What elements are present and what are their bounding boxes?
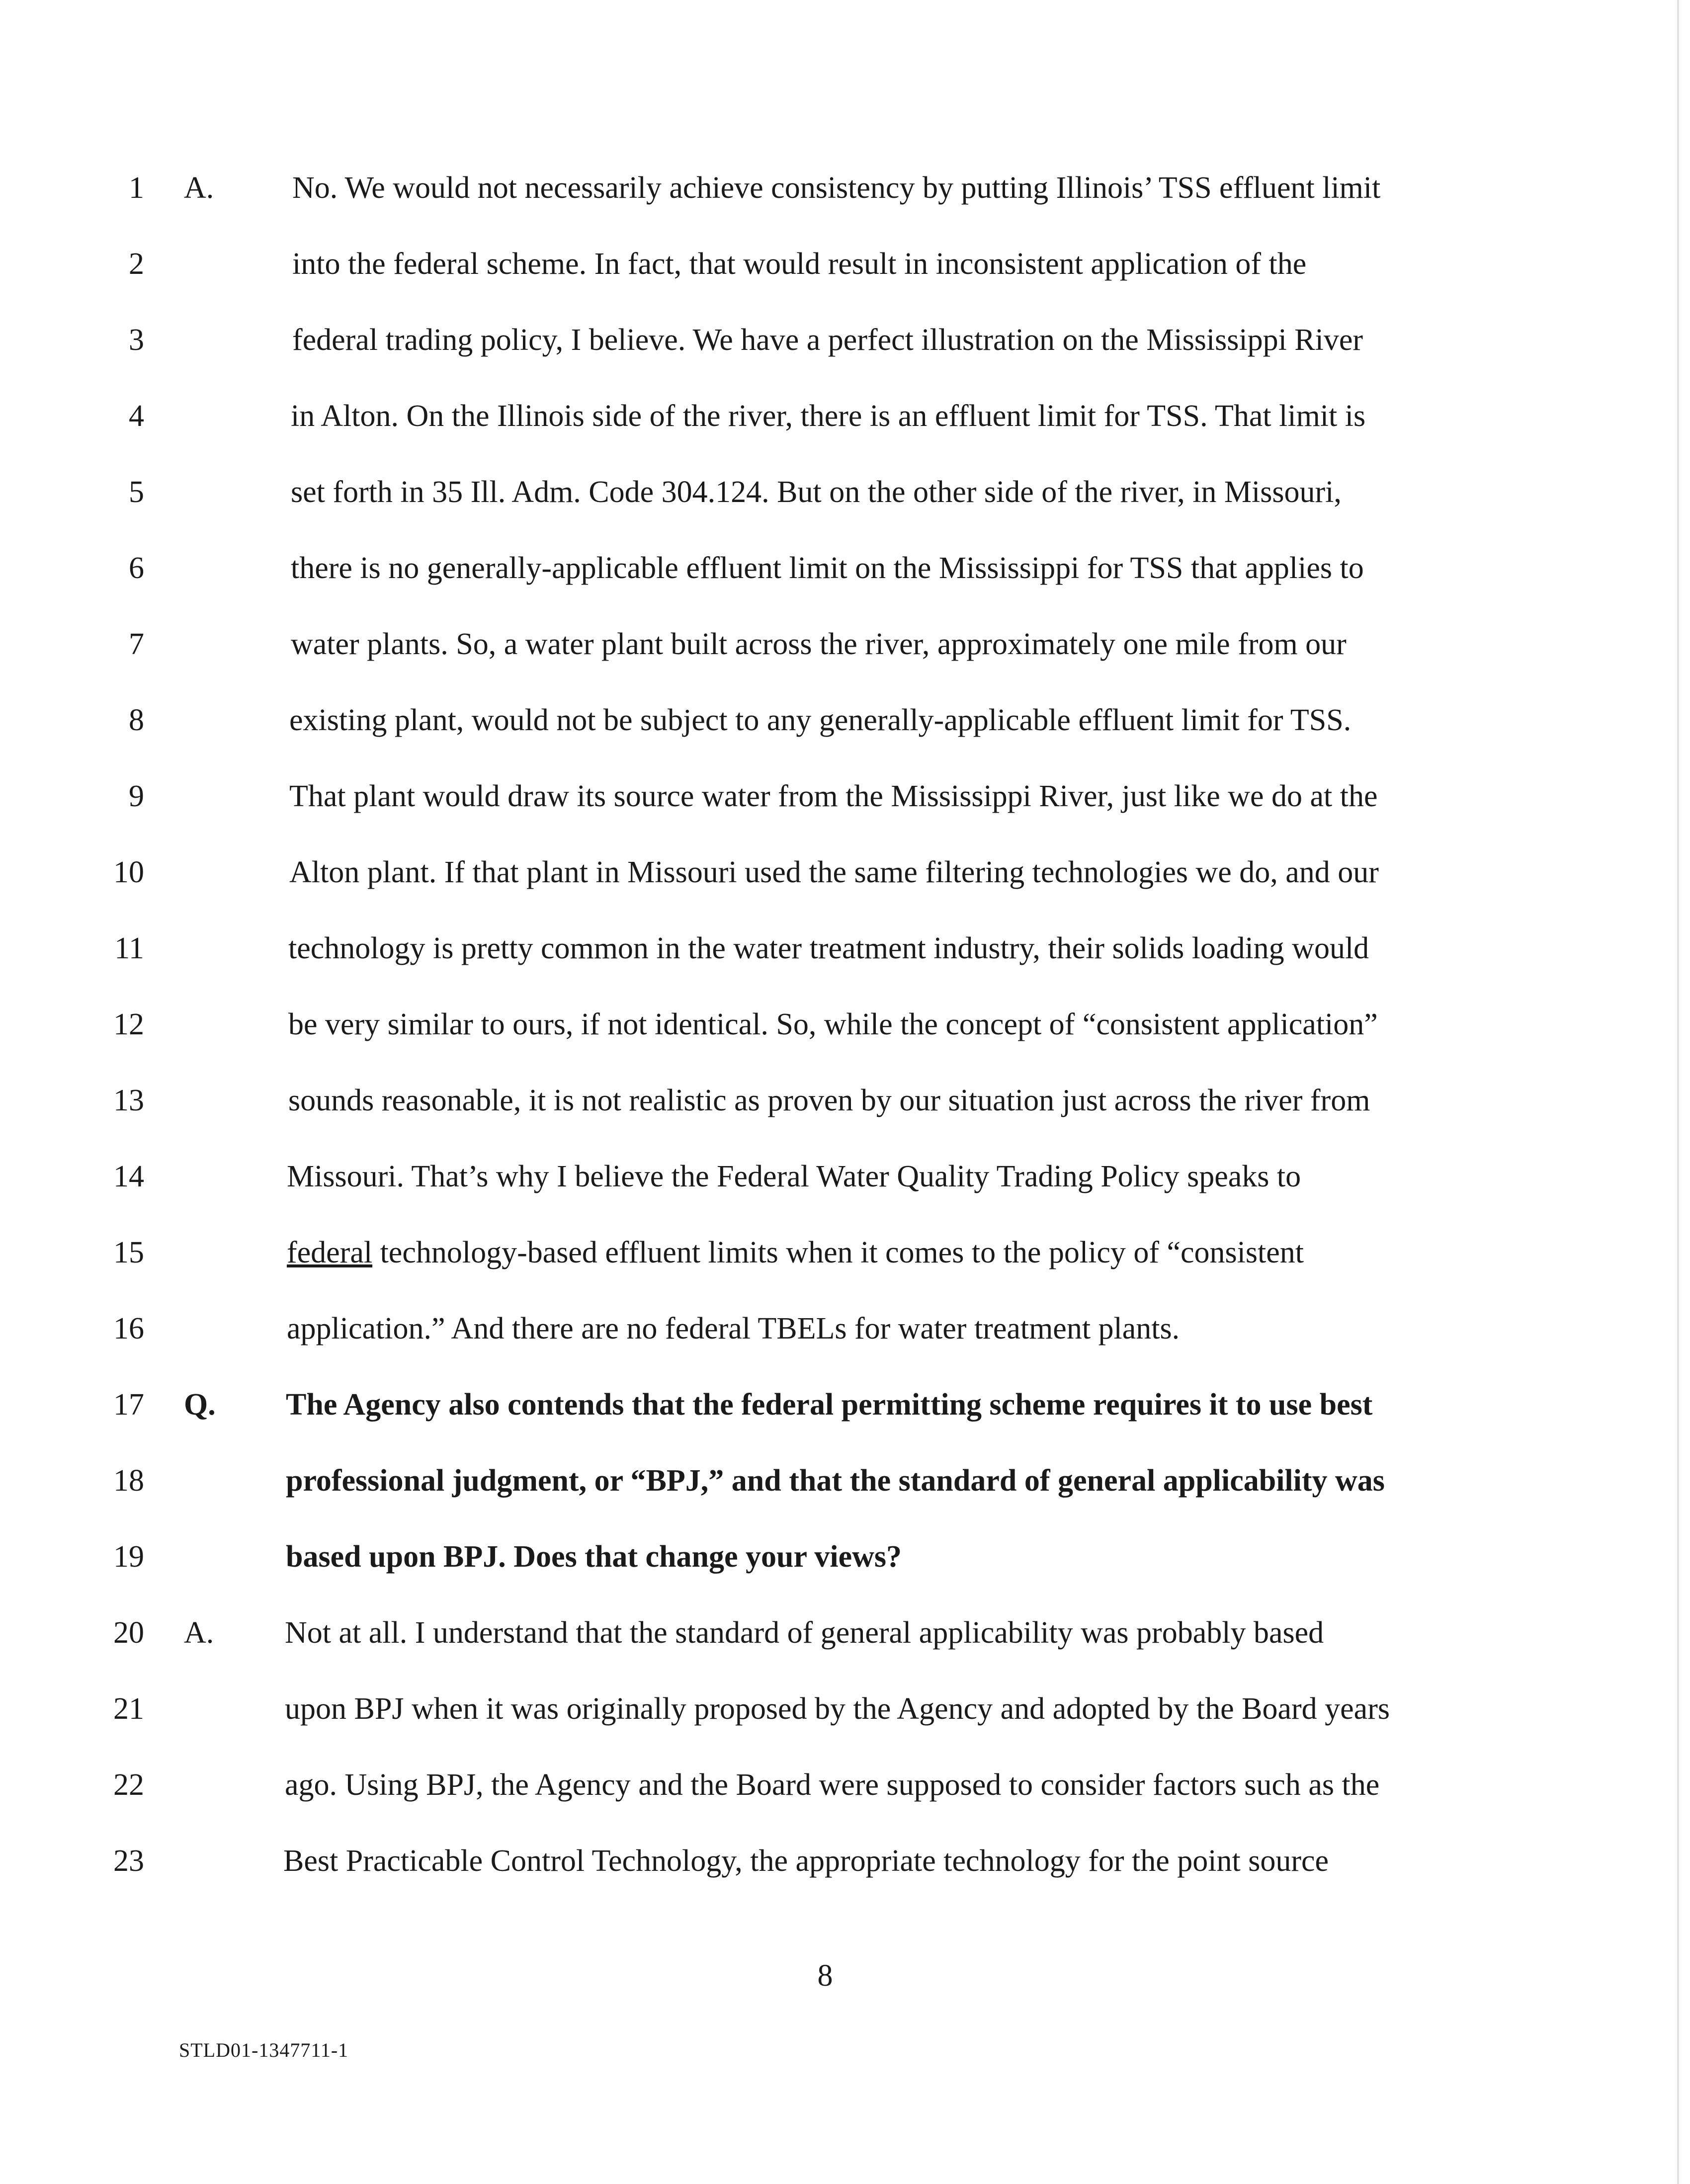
line-text: upon BPJ when it was originally proposed by the Agency and adopted by the Board years xyxy=(285,1692,1390,1726)
line-number: 22 xyxy=(113,1768,144,1802)
line-text xyxy=(287,1223,1304,1282)
line-13 xyxy=(0,1071,1690,1130)
line-23 xyxy=(0,1831,1690,1891)
line-3 xyxy=(0,310,1690,370)
line-number: 13 xyxy=(113,1084,144,1117)
line-number: 19 xyxy=(113,1540,144,1574)
line-number: 4 xyxy=(129,399,144,433)
line-number: 6 xyxy=(129,551,144,585)
line-number: 7 xyxy=(129,627,144,661)
line-text: sounds reasonable, it is not realistic as proven by our situation just across the river from xyxy=(288,1084,1370,1117)
question-text: based upon BPJ. Does that change your views? xyxy=(286,1540,902,1574)
line-text: federal trading policy, I believe. We have a perfect illustration on the Mississippi River xyxy=(292,323,1363,357)
line-9 xyxy=(0,766,1690,826)
document-id: STLD01-1347711-1 xyxy=(179,2039,349,2061)
line-number: 2 xyxy=(129,247,144,281)
line-text: existing plant, would not be subject to any generally-applicable effluent limit for TSS. xyxy=(289,703,1352,737)
line-number: 14 xyxy=(113,1160,144,1193)
line-20 xyxy=(0,1603,1690,1663)
line-number: 5 xyxy=(129,475,144,509)
line-text: No. We would not necessarily achieve consistency by putting Illinois’ TSS effluent limit xyxy=(292,171,1381,205)
line-text: Not at all. I understand that the standard of general applicability was probably based xyxy=(285,1616,1324,1650)
line-21 xyxy=(0,1679,1690,1739)
line-text: Missouri. That’s why I believe the Federal Water Quality Trading Policy speaks to xyxy=(287,1160,1301,1193)
line-number: 8 xyxy=(129,703,144,737)
emphasized-word: federal xyxy=(287,1236,373,1269)
line-number: 17 xyxy=(113,1388,144,1422)
line-10 xyxy=(0,842,1690,902)
line-14 xyxy=(0,1147,1690,1206)
line-text: That plant would draw its source water from the Mississippi River, just like we do at the xyxy=(289,779,1378,813)
line-number: 9 xyxy=(129,779,144,813)
line-19 xyxy=(0,1527,1690,1587)
line-number: 16 xyxy=(113,1312,144,1345)
line-7 xyxy=(0,614,1690,674)
question-marker: Q. xyxy=(184,1388,216,1422)
line-text: Best Practicable Control Technology, the appropriate technology for the point source xyxy=(283,1844,1329,1878)
line-text: application.” And there are no federal TBELs for water treatment plants. xyxy=(287,1312,1180,1345)
line-16 xyxy=(0,1299,1690,1358)
question-text: The Agency also contends that the federal permitting scheme requires it to use best xyxy=(286,1388,1373,1422)
line-number: 20 xyxy=(113,1616,144,1650)
line-15 xyxy=(0,1223,1690,1282)
line-number: 18 xyxy=(113,1464,144,1498)
line-2 xyxy=(0,234,1690,294)
line-number: 15 xyxy=(113,1236,144,1269)
answer-marker: A. xyxy=(184,171,214,205)
line-number: 23 xyxy=(113,1844,144,1878)
line-number: 3 xyxy=(129,323,144,357)
line-text: set forth in 35 Ill. Adm. Code 304.124. But on the other side of the river, in Missouri, xyxy=(291,475,1342,509)
line-22 xyxy=(0,1755,1690,1815)
line-text: be very similar to ours, if not identical. So, while the concept of “consistent application” xyxy=(288,1008,1378,1041)
line-number: 10 xyxy=(113,855,144,889)
line-5 xyxy=(0,462,1690,522)
line-text: technology is pretty common in the water treatment industry, their solids loading would xyxy=(288,931,1369,965)
line-4 xyxy=(0,386,1690,446)
question-text: professional judgment, or “BPJ,” and that the standard of general applicability was xyxy=(286,1464,1385,1498)
line-17 xyxy=(0,1375,1690,1434)
line-number: 12 xyxy=(113,1008,144,1041)
line-6 xyxy=(0,538,1690,598)
line-11 xyxy=(0,919,1690,978)
page-number: 8 xyxy=(817,1959,833,1993)
line-number: 11 xyxy=(114,931,144,965)
line-12 xyxy=(0,995,1690,1054)
line-18 xyxy=(0,1451,1690,1511)
line-number: 1 xyxy=(129,171,144,205)
line-text: ago. Using BPJ, the Agency and the Board were supposed to consider factors such as the xyxy=(285,1768,1380,1802)
line-text: water plants. So, a water plant built across the river, approximately one mile from our xyxy=(291,627,1347,661)
line-1 xyxy=(0,158,1690,218)
line-number: 21 xyxy=(113,1692,144,1726)
line-text: Alton plant. If that plant in Missouri used the same filtering technologies we do, and our xyxy=(289,855,1379,889)
line-text: into the federal scheme. In fact, that would result in inconsistent application of the xyxy=(292,247,1307,281)
line-8 xyxy=(0,690,1690,750)
line-text: there is no generally-applicable effluent limit on the Mississippi for TSS that applies to xyxy=(291,551,1364,585)
answer-marker: A. xyxy=(184,1616,214,1650)
line-text-rest: technology-based effluent limits when it comes to the policy of “consistent xyxy=(372,1236,1304,1269)
line-text: in Alton. On the Illinois side of the river, there is an effluent limit for TSS. That limit is xyxy=(291,399,1366,433)
